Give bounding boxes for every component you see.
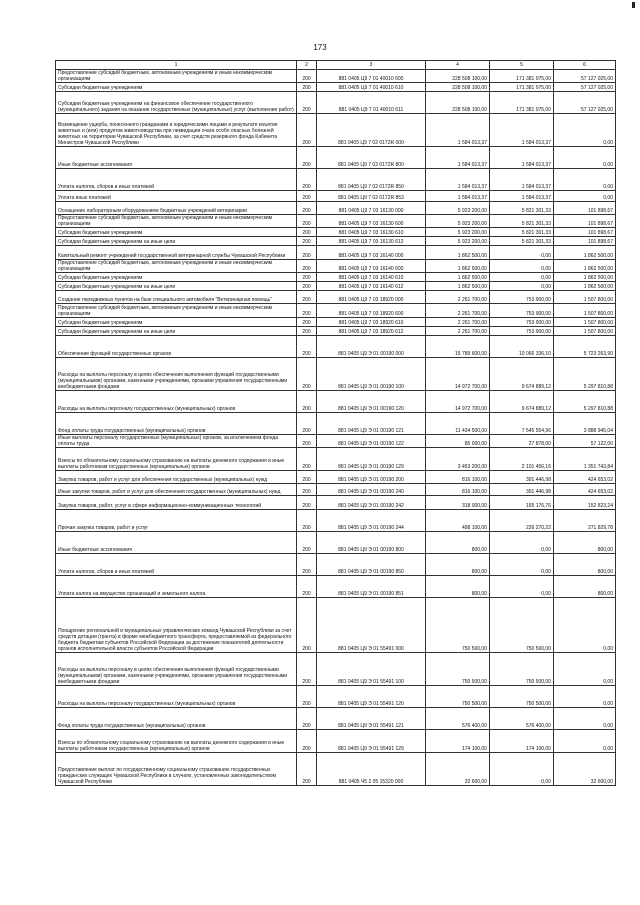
row-unexecuted-amount: 0,00 [554,598,616,653]
row-admin-code: 200 [297,282,317,291]
table-row [56,70,616,83]
row-approved-amount: 174 100,00 [426,730,490,753]
row-admin-code: 200 [297,336,317,358]
row-unexecuted-amount: 101 898,67 [554,237,616,246]
row-classification-code: 881 0405 Ц9 Э 01 55491 121 [317,708,426,730]
row-admin-code: 200 [297,435,317,448]
row-executed-amount: 0,00 [490,532,554,554]
row-approved-amount: 3 453 200,00 [426,448,490,471]
table-row [56,554,616,576]
table-row [56,291,616,304]
row-approved-amount: 32 600,00 [426,753,490,786]
row-classification-code: 881 0405 Ц9 Э 01 00190 242 [317,496,426,510]
row-executed-amount: 753 900,00 [490,318,554,327]
column-header: 6 [554,61,616,70]
row-approved-amount: 228 508 100,00 [426,92,490,114]
table-row [56,147,616,169]
row-executed-amount: 750 500,00 [490,653,554,686]
row-unexecuted-amount: 1 862 500,00 [554,260,616,273]
row-approved-amount: 5 923 200,00 [426,202,490,215]
row-classification-code: 881 0405 Ц9 Э 01 00190 240 [317,484,426,496]
row-executed-amount: 27 878,00 [490,435,554,448]
table-row [56,708,616,730]
table-row [56,576,616,598]
row-admin-code: 200 [297,496,317,510]
table-row [56,413,616,435]
row-classification-code: 881 0405 Ц9 7 03 18920 600 [317,304,426,318]
row-executed-amount: 753 900,00 [490,304,554,318]
table-body [56,70,616,786]
row-classification-code: 881 0405 Ц9 7 03 16130 612 [317,237,426,246]
row-name: Уплата налогов, сборов и иных платежей [56,169,297,191]
table-row [56,435,616,448]
row-executed-amount: 0,00 [490,576,554,598]
row-name: Предоставление субсидий бюджетным, автономным учреждениям и иным некоммерческим организациям [56,304,297,318]
row-approved-amount: 1 584 013,37 [426,147,490,169]
row-admin-code: 200 [297,391,317,413]
row-name: Субсидии бюджетным учреждениям [56,318,297,327]
row-unexecuted-amount: 32 600,00 [554,753,616,786]
row-unexecuted-amount: 3 888 945,04 [554,413,616,435]
row-admin-code: 200 [297,753,317,786]
row-classification-code: 881 0405 Ц9 7 03 16140 612 [317,282,426,291]
row-admin-code: 200 [297,70,317,83]
row-admin-code: 200 [297,448,317,471]
row-name: Фонд оплаты труда государственных (муниципальных) органов [56,413,297,435]
row-executed-amount: 5 821 301,33 [490,237,554,246]
row-name: Иные закупки товаров, работ и услуг для обеспечения государственных (муниципальных) нужд [56,484,297,496]
row-executed-amount: 5 821 301,33 [490,215,554,228]
row-executed-amount: 7 545 554,96 [490,413,554,435]
row-approved-amount: 318 000,00 [426,496,490,510]
row-approved-amount: 5 923 200,00 [426,237,490,246]
table-row [56,484,616,496]
row-name: Фонд оплаты труда государственных (муниципальных) органов [56,708,297,730]
row-admin-code: 200 [297,237,317,246]
row-executed-amount: 9 674 889,12 [490,391,554,413]
row-classification-code: 881 0405 Ц9 Э 01 00190 100 [317,358,426,391]
row-approved-amount: 2 261 700,00 [426,318,490,327]
table-row [56,598,616,653]
row-classification-code: 881 0405 Ц9 7 03 16130 610 [317,228,426,237]
row-name: Иные бюджетные ассигнования [56,147,297,169]
row-name: Оснащение лабораторным оборудованием бюджетных учреждений ветеринарии [56,202,297,215]
row-name: Иные бюджетные ассигнования [56,532,297,554]
row-admin-code: 200 [297,147,317,169]
row-classification-code: 881 0405 Ц9 7 02 0172R 850 [317,169,426,191]
row-classification-code: 881 0405 Ц9 Э 01 00190 120 [317,391,426,413]
row-admin-code: 200 [297,510,317,532]
row-admin-code: 200 [297,291,317,304]
row-name: Предоставление субсидий бюджетным, автономным учреждениям и иным некоммерческим организациям [56,70,297,83]
column-header: 4 [426,61,490,70]
row-classification-code: 881 0405 Ц9 Э 01 00190 244 [317,510,426,532]
row-classification-code: 881 0405 Ц9 Э 01 55491 000 [317,598,426,653]
row-unexecuted-amount: 800,00 [554,532,616,554]
row-classification-code: 881 0405 Ц9 Э 01 00190 000 [317,336,426,358]
table-row [56,730,616,753]
row-name: Возмещение ущерба, понесенного гражданами и юридическими лицами в результате изъятия животных и (или) продуктов животноводства при ликвидации очага особо опасных болезней животных на территории Чувашской Республики, за счет средств резервного фонда Кабинета Министров Чувашской Республики [56,114,297,147]
row-approved-amount: 1 862 500,00 [426,273,490,282]
table-row [56,304,616,318]
row-admin-code: 200 [297,358,317,391]
row-admin-code: 200 [297,532,317,554]
row-approved-amount: 14 972 700,00 [426,391,490,413]
row-approved-amount: 1 584 013,37 [426,191,490,202]
table-row [56,510,616,532]
row-unexecuted-amount: 57 122,00 [554,435,616,448]
row-executed-amount: 0,00 [490,246,554,260]
row-admin-code: 200 [297,554,317,576]
row-admin-code: 200 [297,598,317,653]
row-classification-code: 881 0405 Ц9 Э 01 55491 129 [317,730,426,753]
row-unexecuted-amount: 1 507 800,00 [554,291,616,304]
row-classification-code: 881 0405 Ц9 Э 01 00190 200 [317,471,426,484]
row-classification-code: 881 0405 Ц9 Э 01 00190 851 [317,576,426,598]
row-unexecuted-amount: 101 898,67 [554,215,616,228]
row-admin-code: 200 [297,273,317,282]
row-unexecuted-amount: 0,00 [554,114,616,147]
row-executed-amount: 1 584 013,37 [490,114,554,147]
row-classification-code: 881 0405 Ц9 7 03 18920 612 [317,327,426,336]
row-executed-amount: 391 446,98 [490,484,554,496]
row-admin-code: 200 [297,215,317,228]
row-approved-amount: 750 500,00 [426,686,490,708]
row-executed-amount: 226 270,22 [490,510,554,532]
row-classification-code: 881 0405 Ц9 7 03 16140 600 [317,260,426,273]
row-unexecuted-amount: 0,00 [554,686,616,708]
table-row [56,327,616,336]
table-row [56,753,616,786]
table-row [56,336,616,358]
column-header: 3 [317,61,426,70]
row-name: Расходы на выплаты персоналу в целях обеспечения выполнения функций государственными (муниципальными) органами, казенными учреждениями, органами управления государственными внебюджетными фондами [56,358,297,391]
row-approved-amount: 2 261 700,00 [426,327,490,336]
row-unexecuted-amount: 101 898,67 [554,202,616,215]
table-row [56,686,616,708]
column-header: 2 [297,61,317,70]
row-classification-code: 881 0405 Ц9 7 02 0172R 800 [317,147,426,169]
row-name: Взносы по обязательному социальному страхованию на выплаты денежного содержания и иные выплаты работникам государственных (муниципальных) органов [56,730,297,753]
row-executed-amount: 171 381 075,00 [490,70,554,83]
table-row [56,318,616,327]
column-header: 5 [490,61,554,70]
row-name: Субсидии бюджетным учреждениям на иные цели [56,282,297,291]
table-row [56,496,616,510]
row-approved-amount: 11 434 500,00 [426,413,490,435]
row-approved-amount: 1 862 500,00 [426,282,490,291]
row-name: Прочая закупка товаров, работ и услуг [56,510,297,532]
row-classification-code: 881 0405 Ц9 Э 01 55491 100 [317,653,426,686]
row-executed-amount: 753 900,00 [490,327,554,336]
row-unexecuted-amount: 57 127 025,00 [554,70,616,83]
row-executed-amount: 0,00 [490,753,554,786]
row-approved-amount: 750 500,00 [426,653,490,686]
row-classification-code: 881 0405 Ц9 7 02 0172R 853 [317,191,426,202]
row-unexecuted-amount: 1 862 500,00 [554,246,616,260]
row-unexecuted-amount: 57 127 025,00 [554,92,616,114]
row-executed-amount: 750 500,00 [490,686,554,708]
row-classification-code: 881 0405 Ц9 7 02 0172R 000 [317,114,426,147]
row-approved-amount: 576 400,00 [426,708,490,730]
row-admin-code: 200 [297,260,317,273]
row-executed-amount: 0,00 [490,273,554,282]
row-classification-code: 881 0405 Ц9 Э 01 00190 122 [317,435,426,448]
row-unexecuted-amount: 800,00 [554,554,616,576]
row-admin-code: 200 [297,114,317,147]
row-unexecuted-amount: 1 351 743,84 [554,448,616,471]
row-admin-code: 200 [297,471,317,484]
row-classification-code: 881 0405 Ц9 Э 01 00190 129 [317,448,426,471]
row-admin-code: 200 [297,686,317,708]
row-approved-amount: 1 862 500,00 [426,246,490,260]
row-name: Субсидии бюджетным учреждениям [56,83,297,92]
row-admin-code: 200 [297,83,317,92]
row-unexecuted-amount: 101 898,67 [554,228,616,237]
row-classification-code: 881 0405 Ц9 Э 01 00190 121 [317,413,426,435]
row-classification-code: 881 0405 Ц9 7 01 40010 611 [317,92,426,114]
row-unexecuted-amount: 0,00 [554,730,616,753]
row-unexecuted-amount: 5 723 263,90 [554,336,616,358]
table-row [56,260,616,273]
row-name: Предоставление субсидий бюджетным, автономным учреждениям и иным некоммерческим организациям [56,215,297,228]
row-approved-amount: 1 862 500,00 [426,260,490,273]
page-number: 173 [313,43,327,52]
row-approved-amount: 5 923 200,00 [426,228,490,237]
column-header: 1 [56,61,297,70]
table-row [56,391,616,413]
row-admin-code: 200 [297,413,317,435]
table-row [56,169,616,191]
row-executed-amount: 2 101 456,16 [490,448,554,471]
row-unexecuted-amount: 0,00 [554,708,616,730]
row-executed-amount: 750 500,00 [490,598,554,653]
row-approved-amount: 2 261 700,00 [426,304,490,318]
row-classification-code: 881 0405 Ц9 7 03 18920 000 [317,291,426,304]
row-unexecuted-amount: 1 862 500,00 [554,282,616,291]
row-admin-code: 200 [297,246,317,260]
table-row [56,228,616,237]
row-name: Расходы на выплаты персоналу государственных (муниципальных) органов [56,391,297,413]
row-name: Субсидии бюджетным учреждениям [56,228,297,237]
row-approved-amount: 15 789 600,00 [426,336,490,358]
row-approved-amount: 816 100,00 [426,471,490,484]
row-approved-amount: 85 000,00 [426,435,490,448]
row-classification-code: 881 0405 Ц9 7 03 16140 610 [317,273,426,282]
row-executed-amount: 171 381 075,00 [490,83,554,92]
row-executed-amount: 391 446,98 [490,471,554,484]
row-admin-code: 200 [297,169,317,191]
row-unexecuted-amount: 0,00 [554,191,616,202]
table-row [56,471,616,484]
row-unexecuted-amount: 0,00 [554,147,616,169]
table-row [56,92,616,114]
row-name: Расходы на выплаты персоналу в целях обеспечения выполнения функций государственными (муниципальными) органами, казенными учреждениями, органами управления государственными внебюджетными фондами [56,653,297,686]
row-approved-amount: 1 584 013,37 [426,169,490,191]
row-executed-amount: 1 584 013,37 [490,191,554,202]
table-row [56,282,616,291]
row-admin-code: 200 [297,653,317,686]
table-header-row [56,61,616,70]
row-name: Иные выплаты персоналу государственных (муниципальных) органов, за исключением фонда оплаты труда [56,435,297,448]
row-approved-amount: 498 100,00 [426,510,490,532]
row-name: Взносы по обязательному социальному страхованию на выплаты денежного содержания и иные выплаты работникам государственных (муниципальных) органов [56,448,297,471]
row-approved-amount: 5 923 200,00 [426,215,490,228]
row-approved-amount: 816 100,00 [426,484,490,496]
row-unexecuted-amount: 0,00 [554,169,616,191]
row-admin-code: 200 [297,191,317,202]
table-row [56,358,616,391]
row-classification-code: 881 0405 Ц9 Э 01 00190 800 [317,532,426,554]
row-approved-amount: 228 508 100,00 [426,83,490,92]
row-unexecuted-amount: 424 653,02 [554,484,616,496]
table-row [56,215,616,228]
row-unexecuted-amount: 1 507 800,00 [554,327,616,336]
row-executed-amount: 0,00 [490,282,554,291]
row-unexecuted-amount: 5 297 810,88 [554,391,616,413]
budget-execution-table [55,60,616,786]
row-unexecuted-amount: 152 823,24 [554,496,616,510]
row-admin-code: 200 [297,228,317,237]
row-unexecuted-amount: 1 862 500,00 [554,273,616,282]
row-unexecuted-amount: 800,00 [554,576,616,598]
row-executed-amount: 171 381 075,00 [490,92,554,114]
row-classification-code: 881 0405 Ч5 2 05 15320 000 [317,753,426,786]
row-name: Субсидии бюджетным учреждениям на финансовое обеспечение государственного (муниципального) задания на оказание государственных (муниципальных) услуг (выполнение работ) [56,92,297,114]
table-row [56,653,616,686]
row-admin-code: 200 [297,576,317,598]
row-executed-amount: 5 821 301,33 [490,202,554,215]
row-name: Поощрение региональной и муниципальных управленческих команд Чувашской Республики за счет средств дотации (гранта) в форме межбюджетного трансферта, предоставляемой из федерального бюджета бюджетам субъектов Российской Федерации за достижение показателей деятельности органов исполнительной власти субъектов Российской Федерации [56,598,297,653]
row-executed-amount: 0,00 [490,554,554,576]
row-unexecuted-amount: 1 507 800,00 [554,304,616,318]
row-classification-code: 881 0405 Ц9 7 03 18920 610 [317,318,426,327]
row-name: Субсидии бюджетным учреждениям на иные цели [56,327,297,336]
row-approved-amount: 800,00 [426,576,490,598]
row-approved-amount: 750 500,00 [426,598,490,653]
row-classification-code: 881 0405 Ц9 7 03 16130 000 [317,202,426,215]
row-executed-amount: 576 400,00 [490,708,554,730]
table-row [56,237,616,246]
table-row [56,114,616,147]
row-name: Расходы на выплаты персоналу государственных (муниципальных) органов [56,686,297,708]
row-approved-amount: 2 261 700,00 [426,291,490,304]
row-executed-amount: 1 584 013,37 [490,147,554,169]
row-approved-amount: 800,00 [426,554,490,576]
row-classification-code: 881 0405 Ц9 7 03 16130 600 [317,215,426,228]
table-row [56,191,616,202]
row-unexecuted-amount: 424 653,02 [554,471,616,484]
row-classification-code: 881 0405 Ц9 Э 01 00190 850 [317,554,426,576]
row-executed-amount: 0,00 [490,260,554,273]
row-name: Уплата иных платежей [56,191,297,202]
table-row [56,448,616,471]
row-admin-code: 200 [297,92,317,114]
row-name: Закупка товаров, работ и услуг для обеспечения государственных (муниципальных) нужд [56,471,297,484]
row-admin-code: 200 [297,484,317,496]
table-row [56,532,616,554]
row-admin-code: 200 [297,202,317,215]
row-unexecuted-amount: 271 829,78 [554,510,616,532]
table-row [56,83,616,92]
row-admin-code: 200 [297,304,317,318]
row-name: Создание передвижных пунктов на базе специального автомобиля "Ветеринарная помощь" [56,291,297,304]
row-executed-amount: 1 584 013,37 [490,169,554,191]
row-unexecuted-amount: 57 127 025,00 [554,83,616,92]
row-approved-amount: 1 584 013,37 [426,114,490,147]
row-classification-code: 881 0405 Ц9 7 01 40010 610 [317,83,426,92]
scan-mark [632,2,635,8]
table-row [56,273,616,282]
row-approved-amount: 14 972 700,00 [426,358,490,391]
row-classification-code: 881 0405 Ц9 7 01 40010 600 [317,70,426,83]
row-executed-amount: 9 674 889,12 [490,358,554,391]
row-name: Предоставление субсидий бюджетным, автономным учреждениям и иным некоммерческим организациям [56,260,297,273]
row-unexecuted-amount: 0,00 [554,653,616,686]
row-approved-amount: 228 508 100,00 [426,70,490,83]
row-approved-amount: 800,00 [426,532,490,554]
row-admin-code: 200 [297,327,317,336]
row-name: Субсидии бюджетным учреждениям на иные цели [56,237,297,246]
row-unexecuted-amount: 1 507 800,00 [554,318,616,327]
row-name: Предоставление выплат по государственному социальному страхованию государственных гражданских служащих Чувашской Республики в случаях, установленных законодательством Чувашской Республики [56,753,297,786]
row-executed-amount: 174 100,00 [490,730,554,753]
table-row [56,246,616,260]
row-unexecuted-amount: 5 297 810,88 [554,358,616,391]
row-name: Субсидии бюджетным учреждениям [56,273,297,282]
row-admin-code: 200 [297,730,317,753]
row-name: Уплата налога на имущество организаций и земельного налога [56,576,297,598]
row-name: Капитальный ремонт учреждений государственной ветеринарной службы Чувашской Республики [56,246,297,260]
row-admin-code: 200 [297,318,317,327]
table-row [56,202,616,215]
row-name: Закупка товаров, работ, услуг в сфере информационно-коммуникационных технологий [56,496,297,510]
row-executed-amount: 10 066 336,10 [490,336,554,358]
row-executed-amount: 753 900,00 [490,291,554,304]
row-admin-code: 200 [297,708,317,730]
row-classification-code: 881 0405 Ц9 7 03 16140 000 [317,246,426,260]
row-name: Уплата налогов, сборов и иных платежей [56,554,297,576]
row-classification-code: 881 0405 Ц9 Э 01 55491 120 [317,686,426,708]
row-name: Обеспечение функций государственных органов [56,336,297,358]
row-executed-amount: 165 176,76 [490,496,554,510]
row-executed-amount: 5 821 301,33 [490,228,554,237]
